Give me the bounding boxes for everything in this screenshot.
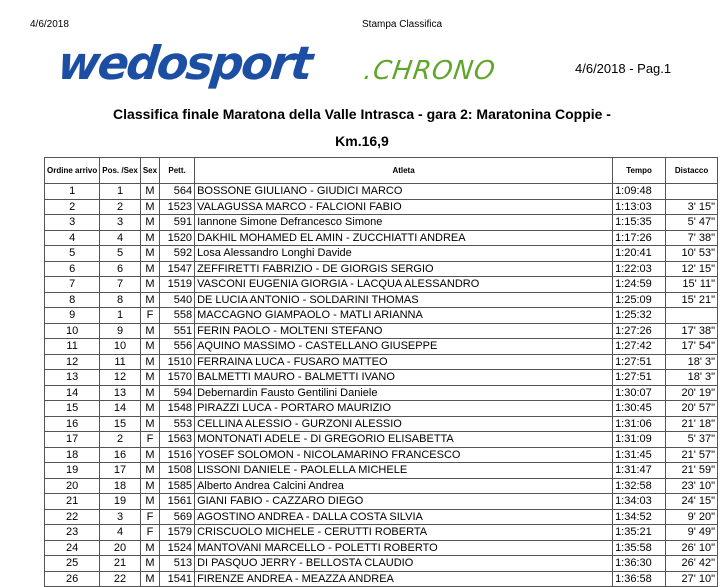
cell-tempo: 1:31:47	[613, 463, 666, 479]
cell-sex: M	[140, 478, 159, 494]
cell-pos: 16	[100, 447, 141, 463]
cell-pos: 7	[100, 277, 141, 293]
table-row	[45, 184, 718, 200]
cell-pett: 556	[160, 339, 195, 355]
cell-ordine: 17	[45, 432, 100, 448]
table-row	[45, 308, 718, 324]
wedosport-logo	[55, 36, 498, 90]
cell-atleta: Losa Alessandro Longhi Davide	[195, 246, 613, 262]
cell-tempo: 1:09:48	[613, 184, 666, 200]
cell-pett: 594	[160, 385, 195, 401]
cell-sex: M	[140, 556, 159, 572]
cell-ordine: 16	[45, 416, 100, 432]
table-row	[45, 292, 718, 308]
cell-pett: 1579	[160, 525, 195, 541]
cell-tempo: 1:24:59	[613, 277, 666, 293]
cell-tempo: 1:27:51	[613, 354, 666, 370]
cell-tempo: 1:36:58	[613, 571, 666, 587]
cell-pos: 6	[100, 261, 141, 277]
cell-pett: 1548	[160, 401, 195, 417]
col-header-pos: Pos. /Sex	[100, 158, 141, 184]
cell-ordine: 21	[45, 494, 100, 510]
cell-atleta: LISSONI DANIELE - PAOLELLA MICHELE	[195, 463, 613, 479]
table-row	[45, 370, 718, 386]
table-row	[45, 277, 718, 293]
cell-ordine: 4	[45, 230, 100, 246]
cell-ordine: 15	[45, 401, 100, 417]
cell-atleta: FERIN PAOLO - MOLTENI STEFANO	[195, 323, 613, 339]
cell-ordine: 6	[45, 261, 100, 277]
cell-distacco: 18' 3"	[666, 354, 718, 370]
cell-ordine: 24	[45, 540, 100, 556]
table-row	[45, 385, 718, 401]
cell-ordine: 3	[45, 215, 100, 231]
cell-sex: M	[140, 184, 159, 200]
cell-tempo: 1:30:45	[613, 401, 666, 417]
cell-distacco: 26' 10"	[666, 540, 718, 556]
cell-atleta: CELLINA ALESSIO - GURZONI ALESSIO	[195, 416, 613, 432]
cell-atleta: Alberto Andrea Calcini Andrea	[195, 478, 613, 494]
logo-main-text: wedosport	[55, 36, 314, 90]
cell-sex: M	[140, 370, 159, 386]
cell-atleta: PIRAZZI LUCA - PORTARO MAURIZIO	[195, 401, 613, 417]
cell-pos: 2	[100, 432, 141, 448]
cell-distacco: 24' 15"	[666, 494, 718, 510]
cell-pett: 1524	[160, 540, 195, 556]
cell-pett: 564	[160, 184, 195, 200]
cell-pos: 22	[100, 571, 141, 587]
cell-pos: 1	[100, 308, 141, 324]
cell-atleta: VASCONI EUGENIA GIORGIA - LACQUA ALESSANDRO	[195, 277, 613, 293]
cell-pett: 569	[160, 509, 195, 525]
cell-ordine: 20	[45, 478, 100, 494]
cell-atleta: GIANI FABIO - CAZZARO DIEGO	[195, 494, 613, 510]
cell-atleta: MONTONATI ADELE - DI GREGORIO ELISABETTA	[195, 432, 613, 448]
cell-pos: 3	[100, 509, 141, 525]
cell-ordine: 1	[45, 184, 100, 200]
cell-atleta: AQUINO MASSIMO - CASTELLANO GIUSEPPE	[195, 339, 613, 355]
cell-atleta: FIRENZE ANDREA - MEAZZA ANDREA	[195, 571, 613, 587]
cell-sex: F	[140, 525, 159, 541]
cell-tempo: 1:22:03	[613, 261, 666, 277]
cell-ordine: 23	[45, 525, 100, 541]
cell-atleta: AGOSTINO ANDREA - DALLA COSTA SILVIA	[195, 509, 613, 525]
cell-atleta: Debernardin Fausto Gentilini Daniele	[195, 385, 613, 401]
cell-ordine: 14	[45, 385, 100, 401]
cell-sex: F	[140, 432, 159, 448]
table-row	[45, 230, 718, 246]
cell-sex: M	[140, 463, 159, 479]
cell-ordine: 19	[45, 463, 100, 479]
cell-tempo: 1:15:35	[613, 215, 666, 231]
table-row	[45, 463, 718, 479]
cell-tempo: 1:13:03	[613, 199, 666, 215]
table-row	[45, 199, 718, 215]
cell-pos: 18	[100, 478, 141, 494]
cell-sex: F	[140, 509, 159, 525]
cell-tempo: 1:27:42	[613, 339, 666, 355]
col-header-sex: Sex	[140, 158, 159, 184]
cell-pos: 20	[100, 540, 141, 556]
print-title: Stampa Classifica	[362, 19, 443, 30]
logo-sub-text: .CHRONO	[361, 56, 498, 86]
cell-atleta: Iannone Simone Defrancesco Simone	[195, 215, 613, 231]
cell-pett: 1585	[160, 478, 195, 494]
cell-sex: M	[140, 292, 159, 308]
cell-pos: 9	[100, 323, 141, 339]
table-row	[45, 416, 718, 432]
cell-pos: 14	[100, 401, 141, 417]
cell-tempo: 1:30:07	[613, 385, 666, 401]
cell-sex: M	[140, 215, 159, 231]
cell-distacco: 15' 21"	[666, 292, 718, 308]
cell-sex: M	[140, 494, 159, 510]
cell-pett: 1541	[160, 571, 195, 587]
cell-distacco: 5' 37"	[666, 432, 718, 448]
cell-atleta: BALMETTI MAURO - BALMETTI IVANO	[195, 370, 613, 386]
cell-distacco: 15' 11"	[666, 277, 718, 293]
cell-tempo: 1:31:06	[613, 416, 666, 432]
col-header-tempo: Tempo	[613, 158, 666, 184]
cell-sex: M	[140, 385, 159, 401]
cell-distacco: 17' 38"	[666, 323, 718, 339]
cell-sex: M	[140, 246, 159, 262]
cell-tempo: 1:25:09	[613, 292, 666, 308]
table-row	[45, 540, 718, 556]
cell-tempo: 1:34:03	[613, 494, 666, 510]
cell-sex: M	[140, 339, 159, 355]
cell-pett: 592	[160, 246, 195, 262]
cell-pett: 1519	[160, 277, 195, 293]
cell-sex: M	[140, 416, 159, 432]
cell-pos: 13	[100, 385, 141, 401]
cell-tempo: 1:36:30	[613, 556, 666, 572]
cell-pos: 11	[100, 354, 141, 370]
cell-tempo: 1:32:58	[613, 478, 666, 494]
table-row	[45, 215, 718, 231]
cell-pett: 558	[160, 308, 195, 324]
cell-atleta: DE LUCIA ANTONIO - SOLDARINI THOMAS	[195, 292, 613, 308]
table-row	[45, 556, 718, 572]
cell-sex: M	[140, 354, 159, 370]
print-date: 4/6/2018	[30, 19, 69, 30]
table-row	[45, 525, 718, 541]
cell-pett: 1523	[160, 199, 195, 215]
cell-pett: 1516	[160, 447, 195, 463]
cell-tempo: 1:17:26	[613, 230, 666, 246]
cell-pett: 1508	[160, 463, 195, 479]
cell-ordine: 10	[45, 323, 100, 339]
cell-pos: 8	[100, 292, 141, 308]
cell-distacco: 10' 53"	[666, 246, 718, 262]
cell-atleta: BOSSONE GIULIANO - GIUDICI MARCO	[195, 184, 613, 200]
cell-distacco: 12' 15"	[666, 261, 718, 277]
cell-distacco: 17' 54"	[666, 339, 718, 355]
cell-ordine: 2	[45, 199, 100, 215]
cell-ordine: 12	[45, 354, 100, 370]
table-row	[45, 478, 718, 494]
cell-ordine: 5	[45, 246, 100, 262]
cell-atleta: YOSEF SOLOMON - NICOLAMARINO FRANCESCO	[195, 447, 613, 463]
cell-sex: M	[140, 401, 159, 417]
cell-ordine: 22	[45, 509, 100, 525]
cell-distacco: 5' 47"	[666, 215, 718, 231]
table-row	[45, 401, 718, 417]
cell-pett: 1563	[160, 432, 195, 448]
cell-sex: M	[140, 571, 159, 587]
cell-sex: M	[140, 277, 159, 293]
cell-ordine: 26	[45, 571, 100, 587]
cell-distacco: 26' 42"	[666, 556, 718, 572]
table-row	[45, 246, 718, 262]
cell-distacco: 9' 20"	[666, 509, 718, 525]
cell-tempo: 1:35:21	[613, 525, 666, 541]
cell-pett: 1520	[160, 230, 195, 246]
cell-pett: 1561	[160, 494, 195, 510]
cell-distacco	[666, 308, 718, 324]
cell-pos: 1	[100, 184, 141, 200]
cell-tempo: 1:35:58	[613, 540, 666, 556]
cell-pett: 551	[160, 323, 195, 339]
cell-distacco: 20' 19"	[666, 385, 718, 401]
cell-ordine: 13	[45, 370, 100, 386]
table-row	[45, 354, 718, 370]
cell-sex: F	[140, 308, 159, 324]
cell-tempo: 1:25:32	[613, 308, 666, 324]
cell-sex: M	[140, 199, 159, 215]
cell-ordine: 18	[45, 447, 100, 463]
table-row	[45, 432, 718, 448]
cell-sex: M	[140, 261, 159, 277]
table-row	[45, 339, 718, 355]
cell-pett: 513	[160, 556, 195, 572]
race-distance: Km.16,9	[335, 133, 389, 149]
cell-pett: 1547	[160, 261, 195, 277]
col-header-distacco: Distacco	[666, 158, 718, 184]
cell-pos: 5	[100, 246, 141, 262]
cell-ordine: 7	[45, 277, 100, 293]
cell-distacco: 23' 10"	[666, 478, 718, 494]
cell-distacco: 7' 38"	[666, 230, 718, 246]
col-header-pett: Pett.	[160, 158, 195, 184]
cell-pos: 4	[100, 230, 141, 246]
cell-atleta: DAKHIL MOHAMED EL AMIN - ZUCCHIATTI ANDREA	[195, 230, 613, 246]
cell-sex: M	[140, 447, 159, 463]
col-header-ordine: Ordine arrivo	[45, 158, 100, 184]
table-row	[45, 571, 718, 587]
cell-ordine: 25	[45, 556, 100, 572]
cell-sex: M	[140, 323, 159, 339]
cell-tempo: 1:20:41	[613, 246, 666, 262]
cell-atleta: CRISCUOLO MICHELE - CERUTTI ROBERTA	[195, 525, 613, 541]
cell-tempo: 1:31:09	[613, 432, 666, 448]
cell-pos: 4	[100, 525, 141, 541]
col-header-atleta: Atleta	[195, 158, 613, 184]
table-row	[45, 494, 718, 510]
cell-distacco: 20' 57"	[666, 401, 718, 417]
cell-pett: 1570	[160, 370, 195, 386]
cell-tempo: 1:34:52	[613, 509, 666, 525]
race-title: Classifica finale Maratona della Valle Intrasca - gara 2: Maratonina Coppie -	[113, 106, 611, 122]
cell-tempo: 1:27:26	[613, 323, 666, 339]
cell-distacco: 3' 15"	[666, 199, 718, 215]
cell-atleta: MANTOVANI MARCELLO - POLETTI ROBERTO	[195, 540, 613, 556]
table-row	[45, 261, 718, 277]
cell-ordine: 11	[45, 339, 100, 355]
cell-atleta: DI PASQUO JERRY - BELLOSTA CLAUDIO	[195, 556, 613, 572]
cell-pett: 591	[160, 215, 195, 231]
cell-pos: 10	[100, 339, 141, 355]
cell-pett: 540	[160, 292, 195, 308]
page-info: 4/6/2018 - Pag.1	[575, 61, 672, 76]
results-body	[45, 184, 718, 587]
cell-pos: 3	[100, 215, 141, 231]
cell-pos: 17	[100, 463, 141, 479]
cell-ordine: 8	[45, 292, 100, 308]
cell-atleta: MACCAGNO GIAMPAOLO - MATLI ARIANNA	[195, 308, 613, 324]
cell-distacco: 27' 10"	[666, 571, 718, 587]
cell-sex: M	[140, 540, 159, 556]
cell-atleta: VALAGUSSA MARCO - FALCIONI FABIO	[195, 199, 613, 215]
cell-distacco	[666, 184, 718, 200]
table-row	[45, 323, 718, 339]
table-header-row	[45, 158, 718, 184]
cell-pos: 15	[100, 416, 141, 432]
cell-distacco: 9' 49"	[666, 525, 718, 541]
cell-atleta: FERRAINA LUCA - FUSARO MATTEO	[195, 354, 613, 370]
cell-distacco: 21' 57"	[666, 447, 718, 463]
cell-atleta: ZEFFIRETTI FABRIZIO - DE GIORGIS SERGIO	[195, 261, 613, 277]
table-row	[45, 447, 718, 463]
results-table	[44, 157, 718, 587]
cell-ordine: 9	[45, 308, 100, 324]
cell-sex: M	[140, 230, 159, 246]
cell-pett: 1510	[160, 354, 195, 370]
cell-pos: 12	[100, 370, 141, 386]
cell-distacco: 18' 3"	[666, 370, 718, 386]
cell-distacco: 21' 59"	[666, 463, 718, 479]
cell-pos: 21	[100, 556, 141, 572]
cell-pos: 2	[100, 199, 141, 215]
cell-distacco: 21' 18"	[666, 416, 718, 432]
cell-pett: 553	[160, 416, 195, 432]
cell-tempo: 1:27:51	[613, 370, 666, 386]
cell-tempo: 1:31:45	[613, 447, 666, 463]
table-row	[45, 509, 718, 525]
cell-pos: 19	[100, 494, 141, 510]
